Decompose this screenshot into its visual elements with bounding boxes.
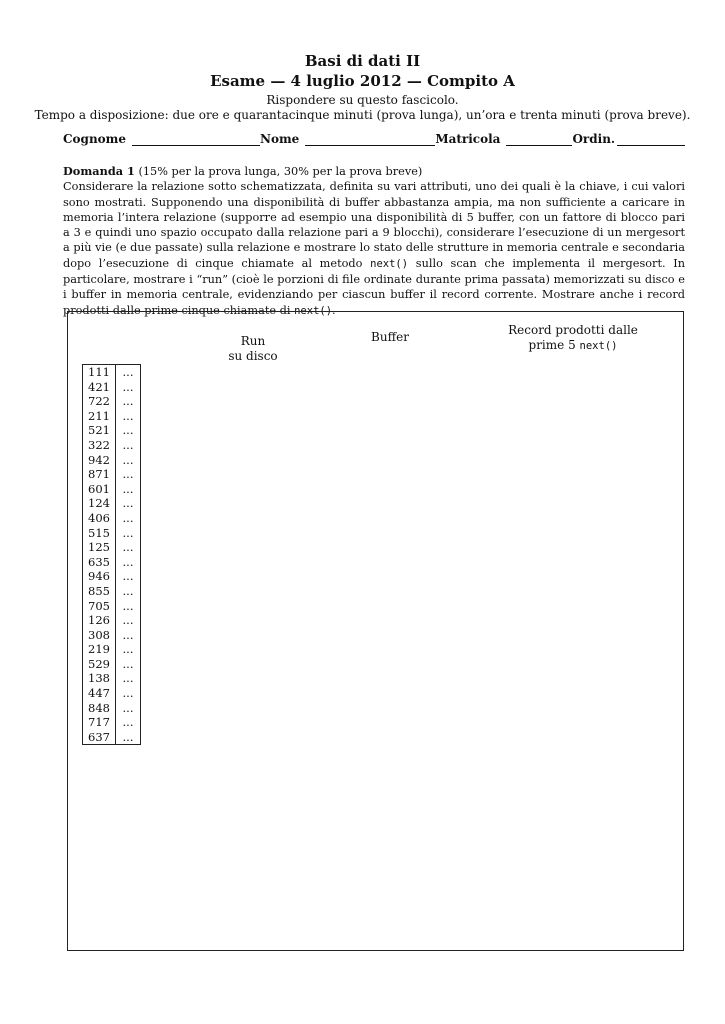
table-row xyxy=(83,511,141,526)
surname-line[interactable] xyxy=(132,134,260,146)
key-cell: 946 xyxy=(83,569,116,584)
key-cell: 138 xyxy=(83,671,116,686)
table-row xyxy=(83,467,141,482)
key-cell: 124 xyxy=(83,496,116,511)
attributes-cell: ... xyxy=(122,613,134,628)
table-row xyxy=(83,701,141,716)
time-text: Tempo a disposizione: due ore e quarantacinque minuti (prova lunga), un’ora e trenta minuti (prova breve). xyxy=(34,108,691,122)
run-column-header xyxy=(220,334,286,364)
attributes-cell: ... xyxy=(122,656,134,671)
table-row xyxy=(83,642,141,657)
relation-table xyxy=(82,364,141,745)
table-row xyxy=(83,671,141,686)
attributes-cell: ... xyxy=(122,525,134,540)
question-1 xyxy=(63,164,685,319)
table-row xyxy=(83,453,141,468)
key-cell: 219 xyxy=(83,642,116,657)
table-row xyxy=(83,628,141,643)
exam-title: Esame — 4 luglio 2012 — Compito A xyxy=(210,72,515,90)
table-row xyxy=(83,569,141,584)
key-cell: 421 xyxy=(83,380,116,395)
key-cell: 447 xyxy=(83,686,116,701)
attributes-cell: ... xyxy=(122,642,134,657)
course-title: Basi di dati II xyxy=(304,52,421,70)
table-row xyxy=(83,555,141,570)
table-row xyxy=(83,657,141,672)
key-cell: 211 xyxy=(83,409,116,424)
attributes-cell: ... xyxy=(122,686,134,701)
table-row xyxy=(83,409,141,424)
matricola-line[interactable] xyxy=(506,134,572,146)
records-column-header xyxy=(498,323,648,354)
key-cell: 705 xyxy=(83,599,116,614)
attributes-cell: ... xyxy=(122,569,134,584)
question-text-2: sullo scan che implementa il mergesort. In particolare, mostrare i “run” (cioè le porzioni di file ordinate durante prima passata) memorizzati su disco e i buffer in memoria centrale, evidenziando per ciascun buffer il record corrente. Mostrare anche i record prodotti dalle prime cinque chiamate di xyxy=(63,256,685,317)
attributes-cell: ... xyxy=(122,671,134,686)
attributes-cell: ... xyxy=(122,496,134,511)
key-cell: 942 xyxy=(83,453,116,468)
answer-box xyxy=(67,311,684,951)
table-row xyxy=(83,599,141,614)
question-text-3: . xyxy=(332,303,336,317)
key-cell: 521 xyxy=(83,423,116,438)
run-header-line-1: Run xyxy=(240,334,266,348)
attributes-cell: ... xyxy=(122,394,134,409)
table-row xyxy=(83,584,141,599)
records-header-code: next() xyxy=(579,340,618,352)
key-cell: 871 xyxy=(83,467,116,482)
question-code-next: next() xyxy=(370,257,409,270)
ordin-line[interactable] xyxy=(617,134,685,146)
key-cell: 515 xyxy=(83,526,116,541)
key-cell: 717 xyxy=(83,715,116,730)
records-header-line-2 xyxy=(498,338,648,354)
table-row xyxy=(83,526,141,541)
records-header-prefix: prime 5 xyxy=(528,338,576,352)
table-row xyxy=(83,438,141,453)
table-row xyxy=(83,540,141,555)
table-row xyxy=(83,613,141,628)
table-row xyxy=(83,496,141,511)
key-cell: 635 xyxy=(83,555,116,570)
attributes-cell: ... xyxy=(122,554,134,569)
run-header-line-2: su disco xyxy=(228,349,278,363)
attributes-cell: ... xyxy=(122,452,134,467)
attributes-cell: ... xyxy=(122,583,134,598)
buffer-header: Buffer xyxy=(371,330,409,344)
key-cell: 601 xyxy=(83,482,116,497)
attributes-cell: ... xyxy=(122,467,134,482)
key-cell: 126 xyxy=(83,613,116,628)
table-row xyxy=(83,365,141,380)
instruction-text: Rispondere su questo fascicolo. xyxy=(266,93,459,107)
attributes-cell: ... xyxy=(122,598,134,613)
key-cell: 848 xyxy=(83,701,116,716)
attributes-cell: ... xyxy=(122,408,134,423)
key-cell: 125 xyxy=(83,540,116,555)
attributes-cell: ... xyxy=(122,379,134,394)
attributes-cell: ... xyxy=(122,540,134,555)
key-cell: 722 xyxy=(83,394,116,409)
student-fields xyxy=(63,132,685,146)
surname-label: Cognome xyxy=(63,132,127,146)
attributes-cell: ... xyxy=(122,365,134,379)
attributes-cell: ... xyxy=(122,700,134,715)
table-row xyxy=(83,730,141,745)
attributes-cell: ... xyxy=(122,715,134,730)
attributes-cell: ... xyxy=(122,729,134,744)
attributes-cell: ... xyxy=(122,481,134,496)
key-cell: 855 xyxy=(83,584,116,599)
question-text-1: Considerare la relazione sotto schematizzata, definita su vari attributi, uno dei quali è la chiave, i cui valori sono mostrati. Supponendo una disponibilità di buffer abbastanza ampia, ma non sufficiente a caricare in memoria l’intera relazione (supporre ad esempio una disponibilità di 5 buffer, con un fattore di blocco pari a 3 e quindi uno spazio occupato dalla relazione pari a 9 blocchi), considerare l’esecuzione di un mergesort a più vie (e due passate) sulla relazione e mostrare lo stato delle strutture in memoria centrale e secondaria dopo l’esecuzione di cinque chiamate al metodo xyxy=(63,180,685,270)
key-cell: 308 xyxy=(83,628,116,643)
name-label: Nome xyxy=(260,132,300,146)
matricola-label: Matricola xyxy=(435,132,501,146)
ordin-label: Ordin. xyxy=(572,132,616,146)
question-label: Domanda 1 xyxy=(63,164,135,178)
table-row xyxy=(83,482,141,497)
key-cell: 406 xyxy=(83,511,116,526)
records-header-line-1: Record prodotti dalle xyxy=(508,323,638,337)
key-cell: 111 xyxy=(83,365,116,380)
attributes-cell: ... xyxy=(122,423,134,438)
table-row xyxy=(83,380,141,395)
table-row xyxy=(83,423,141,438)
attributes-cell: ... xyxy=(122,510,134,525)
buffer-column-header xyxy=(360,330,420,345)
question-code-next-2: next() xyxy=(294,304,333,317)
attributes-cell: ... xyxy=(122,437,134,452)
table-row xyxy=(83,715,141,730)
name-line[interactable] xyxy=(305,134,435,146)
key-cell: 529 xyxy=(83,657,116,672)
attributes-cell: ... xyxy=(122,627,134,642)
key-cell: 637 xyxy=(83,730,116,745)
table-row xyxy=(83,394,141,409)
key-cell: 322 xyxy=(83,438,116,453)
table-row xyxy=(83,686,141,701)
question-weight: (15% per la prova lunga, 30% per la prova breve) xyxy=(138,165,423,178)
